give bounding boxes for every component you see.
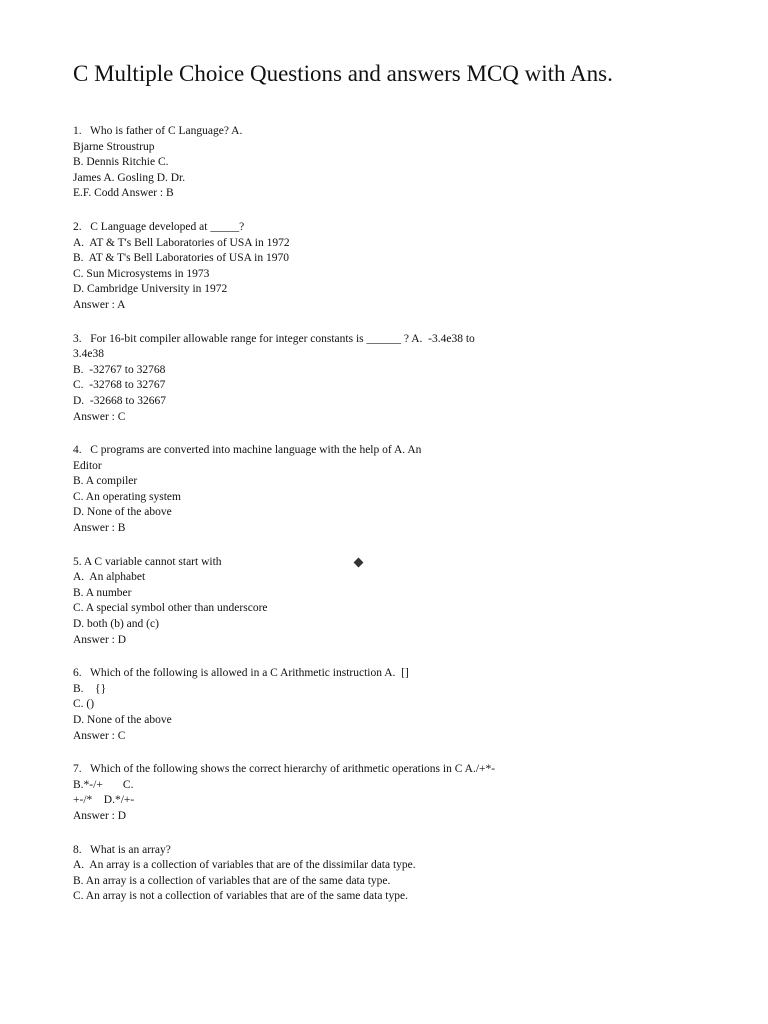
question-6-line: C. () <box>73 698 95 711</box>
question-3 <box>73 332 723 426</box>
question-1 <box>73 124 723 202</box>
question-6 <box>73 666 723 744</box>
question-8-line: A. An array is a collection of variables that are of the dissimilar data type. <box>73 859 416 872</box>
question-2-line: Answer : A <box>73 298 126 311</box>
question-3-line: Answer : C <box>73 410 126 423</box>
question-7-line: B.*-/+ C. <box>73 778 134 791</box>
question-2-line: D. Cambridge University in 1972 <box>73 283 228 296</box>
question-5-line: 5. A C variable cannot start with <box>73 555 222 568</box>
question-5-line: C. A special symbol other than underscore <box>73 602 268 615</box>
question-4 <box>73 443 723 537</box>
page-title: C Multiple Choice Questions and answers MCQ with Ans. <box>73 61 613 86</box>
question-4-line: C. An operating system <box>73 490 181 503</box>
question-3-line: 3. For 16-bit compiler allowable range for integer constants is ______ ? A. -3.4e38 to <box>73 332 475 345</box>
question-7-line: Answer : D <box>73 809 127 822</box>
question-1-line: Bjarne Stroustrup <box>73 140 155 153</box>
question-1-line: E.F. Codd Answer : B <box>73 187 174 200</box>
question-8-line: C. An array is not a collection of variables that are of the same data type. <box>73 890 408 903</box>
question-2-line: A. AT & T's Bell Laboratories of USA in 1972 <box>73 236 290 249</box>
question-6-line: B. {} <box>73 682 107 695</box>
question-3-line: C. -32768 to 32767 <box>73 379 166 392</box>
question-6-line: 6. Which of the following is allowed in a C Arithmetic instruction A. [] <box>73 667 409 680</box>
question-5-line: B. A number <box>73 586 132 599</box>
question-5-line: Answer : D <box>73 633 127 646</box>
question-7-line: +-/* D.*/+- <box>73 794 135 807</box>
question-6-line: Answer : C <box>73 729 126 742</box>
question-4-line: D. None of the above <box>73 506 172 519</box>
question-3-line: 3.4e38 <box>73 348 104 361</box>
question-7 <box>73 762 723 824</box>
question-2 <box>73 220 723 314</box>
question-1-line: James A. Gosling D. Dr. <box>73 171 186 184</box>
question-8-line: B. An array is a collection of variables that are of the same data type. <box>73 874 391 887</box>
question-3-line: D. -32668 to 32667 <box>73 394 166 407</box>
question-4-line: Answer : B <box>73 522 126 535</box>
question-4-line: B. A compiler <box>73 475 138 488</box>
question-8-line: 8. What is an array? <box>73 843 171 856</box>
question-1-line: B. Dennis Ritchie C. <box>73 156 169 169</box>
question-5-line: A. An alphabet <box>73 571 146 584</box>
question-2-line: C. Sun Microsystems in 1973 <box>73 267 210 280</box>
question-5-line: D. both (b) and (c) <box>73 618 159 631</box>
question-2-line: B. AT & T's Bell Laboratories of USA in 1970 <box>73 252 289 265</box>
question-1-line: 1. Who is father of C Language? A. <box>73 125 243 137</box>
question-3-line: B. -32767 to 32768 <box>73 363 166 376</box>
question-4-line: 4. C programs are converted into machine language with the help of A. An <box>73 444 422 457</box>
question-8 <box>73 843 723 905</box>
document-page <box>73 58 723 923</box>
question-list <box>73 124 723 905</box>
question-7-line: 7. Which of the following shows the correct hierarchy of arithmetic operations in C A./+*- <box>73 763 496 776</box>
question-4-line: Editor <box>73 459 102 472</box>
question-5 <box>73 555 723 649</box>
question-6-line: D. None of the above <box>73 714 172 726</box>
question-2-line: 2. C Language developed at _____? <box>73 220 245 233</box>
